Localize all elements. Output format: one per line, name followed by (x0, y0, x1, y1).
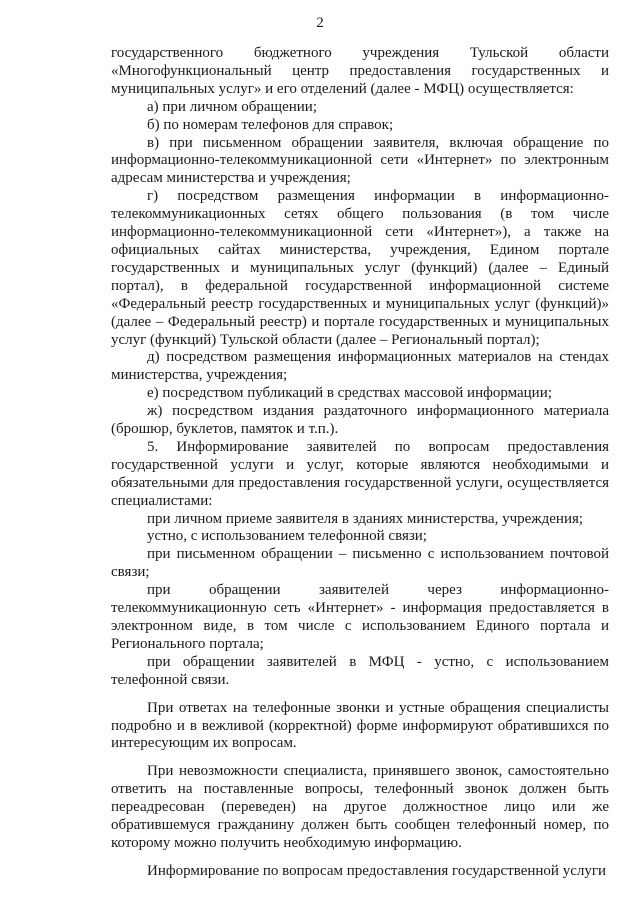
paragraph-intro-continuation: государственного бюджетного учреждения Тульской области «Многофункциональный центр предоставления государственных и муниципальных услуг» и его отделений (далее - МФЦ) осуществляется: (111, 45, 609, 97)
paragraph-gap (111, 690, 609, 700)
method-written: при письменном обращении – письменно с использованием почтовой связи; (111, 546, 609, 581)
list-item-b: б) по номерам телефонов для справок; (147, 116, 394, 133)
paragraph-gap (111, 753, 609, 763)
method-internet: при обращении заявителей через информационно-телекоммуникационную сеть «Интернет» - информация предоставляется в электронном виде, в том числе с использованием Единого портала и Регионального портала; (111, 582, 609, 652)
list-item-a: а) при личном обращении; (147, 98, 317, 115)
document-body (111, 45, 609, 881)
page-number: 2 (316, 15, 324, 31)
list-item-d: д) посредством размещения информационных материалов на стендах министерства, учреждения; (111, 349, 609, 384)
list-item-e: е) посредством публикаций в средствах массовой информации; (147, 385, 552, 402)
paragraph-informing: Информирование по вопросам предоставления государственной услуги (147, 862, 607, 879)
method-mfc: при обращении заявителей в МФЦ - устно, с использованием телефонной связи. (111, 653, 609, 688)
method-in-person: при личном приеме заявителя в зданиях министерства, учреждения; (147, 510, 584, 527)
paragraph-phone-answers: При ответах на телефонные звонки и устные обращения специалисты подробно и в вежливой (корректной) форме информируют обратившихся по интересующим их вопросам. (111, 699, 609, 752)
paragraph-redirect: При невозможности специалиста, принявшего звонок, самостоятельно ответить на поставленные вопросы, телефонный звонок должен быть переадресован (переведен) на другое должностное лицо или же обратившемуся гражданину должен быть сообщен телефонный номер, по которому можно получить необходимую информацию. (111, 763, 609, 851)
list-item-zh: ж) посредством издания раздаточного информационного материала (брошюр, буклетов, памяток и т.п.). (111, 403, 609, 438)
clause-5: 5. Информирование заявителей по вопросам предоставления государственной услуги и услуг, которые являются необходимыми и обязательными для предоставления государственной услуги, осуществляется специалистами: (111, 438, 609, 509)
list-item-v: в) при письменном обращении заявителя, включая обращение по информационно-телекоммуникационной сети «Интернет» по электронным адресам министерства и учреждения; (111, 134, 609, 187)
method-phone: устно, с использованием телефонной связи; (147, 528, 427, 545)
list-item-g: г) посредством размещения информации в информационно-телекоммуникационных сетях общего пользования (в том числе информационно-телекоммуникационной сети «Интернет»), а также на официальных сайтах министерства, учреждения, Едином портале государственных и муниципальных услуг (функций) (далее – Единый портал), в федеральной государственной информационной системе «Федеральный реестр государственных и муниципальных услуг (функций)» (далее – Федеральный реестр) и портале государственных и муниципальных услуг (функций) Тульской области (далее – Региональный портал); (111, 188, 609, 348)
paragraph-gap (111, 853, 609, 863)
